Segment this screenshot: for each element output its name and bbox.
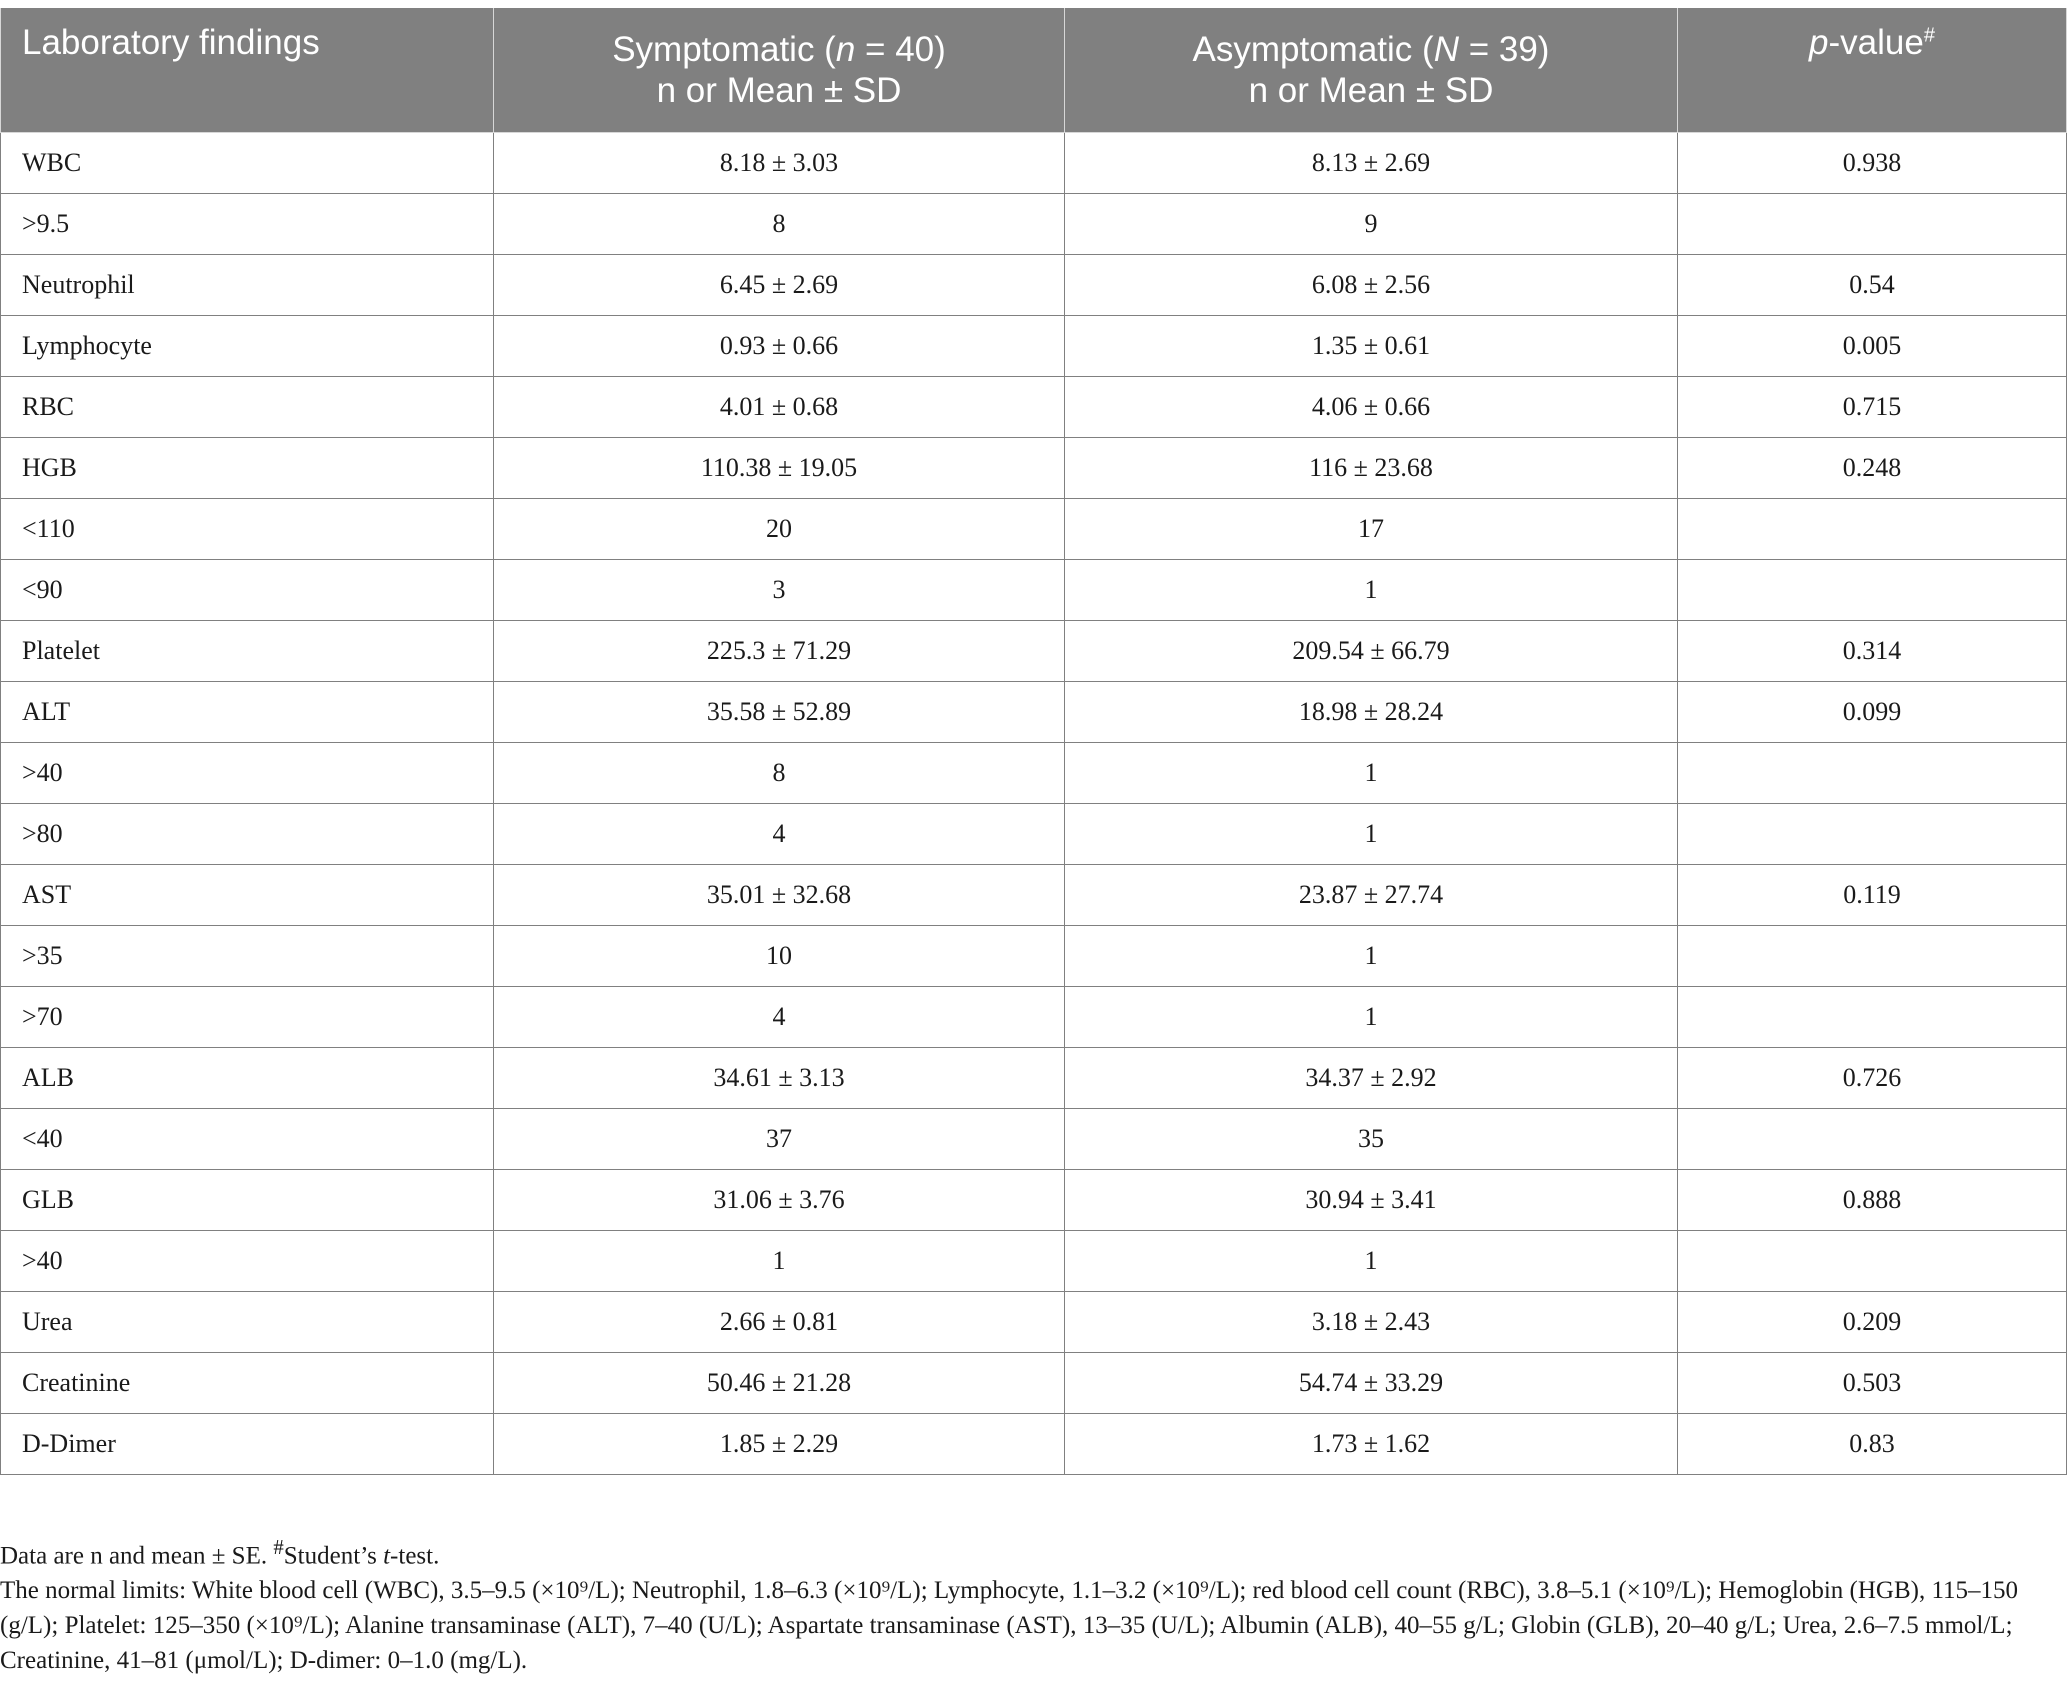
table-row <box>1 377 2067 438</box>
p-value-cell: 0.209 <box>1678 1292 2067 1353</box>
table-row <box>1 1048 2067 1109</box>
asymptomatic-value-cell: 1.35 ± 0.61 <box>1065 316 1678 377</box>
table-row <box>1 865 2067 926</box>
header-row <box>1 8 2067 133</box>
finding-label-cell: GLB <box>1 1170 494 1231</box>
asymptomatic-value-cell: 23.87 ± 27.74 <box>1065 865 1678 926</box>
table-body <box>1 133 2067 1475</box>
symptomatic-value-cell: 110.38 ± 19.05 <box>494 438 1065 499</box>
p-value-cell: 0.119 <box>1678 865 2067 926</box>
p-value-cell <box>1678 804 2067 865</box>
p-value-cell <box>1678 194 2067 255</box>
symptomatic-value-cell: 34.61 ± 3.13 <box>494 1048 1065 1109</box>
symptomatic-value-cell: 225.3 ± 71.29 <box>494 621 1065 682</box>
header-laboratory-findings <box>1 8 494 133</box>
p-value-cell: 0.938 <box>1678 133 2067 194</box>
asymptomatic-value-cell: 18.98 ± 28.24 <box>1065 682 1678 743</box>
asymptomatic-value-cell: 209.54 ± 66.79 <box>1065 621 1678 682</box>
symptomatic-value-cell: 50.46 ± 21.28 <box>494 1353 1065 1414</box>
p-value-cell: 0.83 <box>1678 1414 2067 1475</box>
table-row <box>1 743 2067 804</box>
finding-label-cell: <90 <box>1 560 494 621</box>
asymptomatic-value-cell: 9 <box>1065 194 1678 255</box>
p-value-cell: 0.314 <box>1678 621 2067 682</box>
p-value-cell: 0.005 <box>1678 316 2067 377</box>
finding-label-cell: HGB <box>1 438 494 499</box>
table-row <box>1 926 2067 987</box>
symptomatic-value-cell: 2.66 ± 0.81 <box>494 1292 1065 1353</box>
finding-label-cell: >40 <box>1 1231 494 1292</box>
header-asymptomatic <box>1065 8 1678 133</box>
table-header <box>1 8 2067 133</box>
header-symptomatic <box>494 8 1065 133</box>
asymptomatic-value-cell: 30.94 ± 3.41 <box>1065 1170 1678 1231</box>
table-row <box>1 682 2067 743</box>
symptomatic-value-cell: 1 <box>494 1231 1065 1292</box>
finding-label-cell: <40 <box>1 1109 494 1170</box>
table-row <box>1 1292 2067 1353</box>
p-value-cell: 0.726 <box>1678 1048 2067 1109</box>
p-value-cell: 0.888 <box>1678 1170 2067 1231</box>
table-row <box>1 1109 2067 1170</box>
symptomatic-value-cell: 20 <box>494 499 1065 560</box>
finding-label-cell: >70 <box>1 987 494 1048</box>
header-symptomatic-line1: Symptomatic (n = 40) <box>612 30 946 69</box>
footnote-data-description: Data are n and mean ± SE. #Student’s t-test. <box>0 1535 440 1570</box>
table-footnotes <box>0 1530 2060 1678</box>
table-row <box>1 1414 2067 1475</box>
finding-label-cell: >80 <box>1 804 494 865</box>
p-value-cell <box>1678 1109 2067 1170</box>
asymptomatic-value-cell: 1.73 ± 1.62 <box>1065 1414 1678 1475</box>
asymptomatic-value-cell: 1 <box>1065 987 1678 1048</box>
table-row <box>1 1170 2067 1231</box>
asymptomatic-value-cell: 1 <box>1065 743 1678 804</box>
p-value-cell: 0.715 <box>1678 377 2067 438</box>
header-asymptomatic-line1: Asymptomatic (N = 39) <box>1192 30 1550 69</box>
p-value-cell <box>1678 743 2067 804</box>
finding-label-cell: >35 <box>1 926 494 987</box>
table-row <box>1 255 2067 316</box>
table-row <box>1 316 2067 377</box>
table-row <box>1 438 2067 499</box>
symptomatic-value-cell: 35.58 ± 52.89 <box>494 682 1065 743</box>
header-label: Laboratory findings <box>22 23 320 62</box>
asymptomatic-value-cell: 116 ± 23.68 <box>1065 438 1678 499</box>
table-row <box>1 621 2067 682</box>
p-value-cell <box>1678 1231 2067 1292</box>
finding-label-cell: D-Dimer <box>1 1414 494 1475</box>
symptomatic-value-cell: 4 <box>494 804 1065 865</box>
symptomatic-value-cell: 0.93 ± 0.66 <box>494 316 1065 377</box>
finding-label-cell: ALT <box>1 682 494 743</box>
finding-label-cell: >40 <box>1 743 494 804</box>
asymptomatic-value-cell: 35 <box>1065 1109 1678 1170</box>
table-row <box>1 1353 2067 1414</box>
symptomatic-value-cell: 10 <box>494 926 1065 987</box>
symptomatic-value-cell: 31.06 ± 3.76 <box>494 1170 1065 1231</box>
finding-label-cell: >9.5 <box>1 194 494 255</box>
table-row <box>1 499 2067 560</box>
p-value-cell <box>1678 987 2067 1048</box>
asymptomatic-value-cell: 8.13 ± 2.69 <box>1065 133 1678 194</box>
table-row <box>1 804 2067 865</box>
symptomatic-value-cell: 3 <box>494 560 1065 621</box>
symptomatic-value-cell: 1.85 ± 2.29 <box>494 1414 1065 1475</box>
asymptomatic-value-cell: 54.74 ± 33.29 <box>1065 1353 1678 1414</box>
symptomatic-value-cell: 4.01 ± 0.68 <box>494 377 1065 438</box>
asymptomatic-value-cell: 4.06 ± 0.66 <box>1065 377 1678 438</box>
symptomatic-value-cell: 8.18 ± 3.03 <box>494 133 1065 194</box>
symptomatic-value-cell: 6.45 ± 2.69 <box>494 255 1065 316</box>
p-value-cell: 0.099 <box>1678 682 2067 743</box>
header-symptomatic-line2: n or Mean ± SD <box>656 71 902 110</box>
finding-label-cell: AST <box>1 865 494 926</box>
asymptomatic-value-cell: 34.37 ± 2.92 <box>1065 1048 1678 1109</box>
p-value-cell: 0.54 <box>1678 255 2067 316</box>
asymptomatic-value-cell: 3.18 ± 2.43 <box>1065 1292 1678 1353</box>
asymptomatic-value-cell: 17 <box>1065 499 1678 560</box>
finding-label-cell: Neutrophil <box>1 255 494 316</box>
finding-label-cell: Creatinine <box>1 1353 494 1414</box>
finding-label-cell: Lymphocyte <box>1 316 494 377</box>
asymptomatic-value-cell: 1 <box>1065 560 1678 621</box>
symptomatic-value-cell: 35.01 ± 32.68 <box>494 865 1065 926</box>
table-row <box>1 133 2067 194</box>
p-value-cell: 0.503 <box>1678 1353 2067 1414</box>
symptomatic-value-cell: 4 <box>494 987 1065 1048</box>
p-value-cell <box>1678 560 2067 621</box>
table-row <box>1 560 2067 621</box>
finding-label-cell: ALB <box>1 1048 494 1109</box>
table-row <box>1 987 2067 1048</box>
table-row <box>1 194 2067 255</box>
table-row <box>1 1231 2067 1292</box>
asymptomatic-value-cell: 1 <box>1065 804 1678 865</box>
finding-label-cell: WBC <box>1 133 494 194</box>
finding-label-cell: Urea <box>1 1292 494 1353</box>
finding-label-cell: <110 <box>1 499 494 560</box>
header-p-value: p-value# <box>1678 8 2067 133</box>
finding-label-cell: Platelet <box>1 621 494 682</box>
asymptomatic-value-cell: 1 <box>1065 1231 1678 1292</box>
asymptomatic-value-cell: 6.08 ± 2.56 <box>1065 255 1678 316</box>
p-value-cell: 0.248 <box>1678 438 2067 499</box>
asymptomatic-value-cell: 1 <box>1065 926 1678 987</box>
lab-findings-table <box>0 8 2067 1475</box>
footnote-normal-limits: The normal limits: White blood cell (WBC), 3.5–9.5 (×10⁹/L); Neutrophil, 1.8–6.3 (×10⁹/L); Lymphocyte, 1.1–3.2 (×10⁹/L); red blood cell count (RBC), 3.8–5.1 (×10⁹/L); Hemoglobin (HGB), 115–150 (g/L); Platelet: 125–350 (×10⁹/L); Alanine transaminase (ALT), 7–40 (U/L); Aspartate transaminase (AST), 13–35 (U/L); Albumin (ALB), 40–55 g/L; Globin (GLB), 20–40 g/L; Urea, 2.6–7.5 mmol/L; Creatinine, 41–81 (μmol/L); D-dimer: 0–1.0 (mg/L). <box>0 1577 2019 1675</box>
symptomatic-value-cell: 37 <box>494 1109 1065 1170</box>
p-value-cell <box>1678 926 2067 987</box>
finding-label-cell: RBC <box>1 377 494 438</box>
header-asymptomatic-line2: n or Mean ± SD <box>1248 71 1494 110</box>
symptomatic-value-cell: 8 <box>494 194 1065 255</box>
symptomatic-value-cell: 8 <box>494 743 1065 804</box>
p-value-cell <box>1678 499 2067 560</box>
